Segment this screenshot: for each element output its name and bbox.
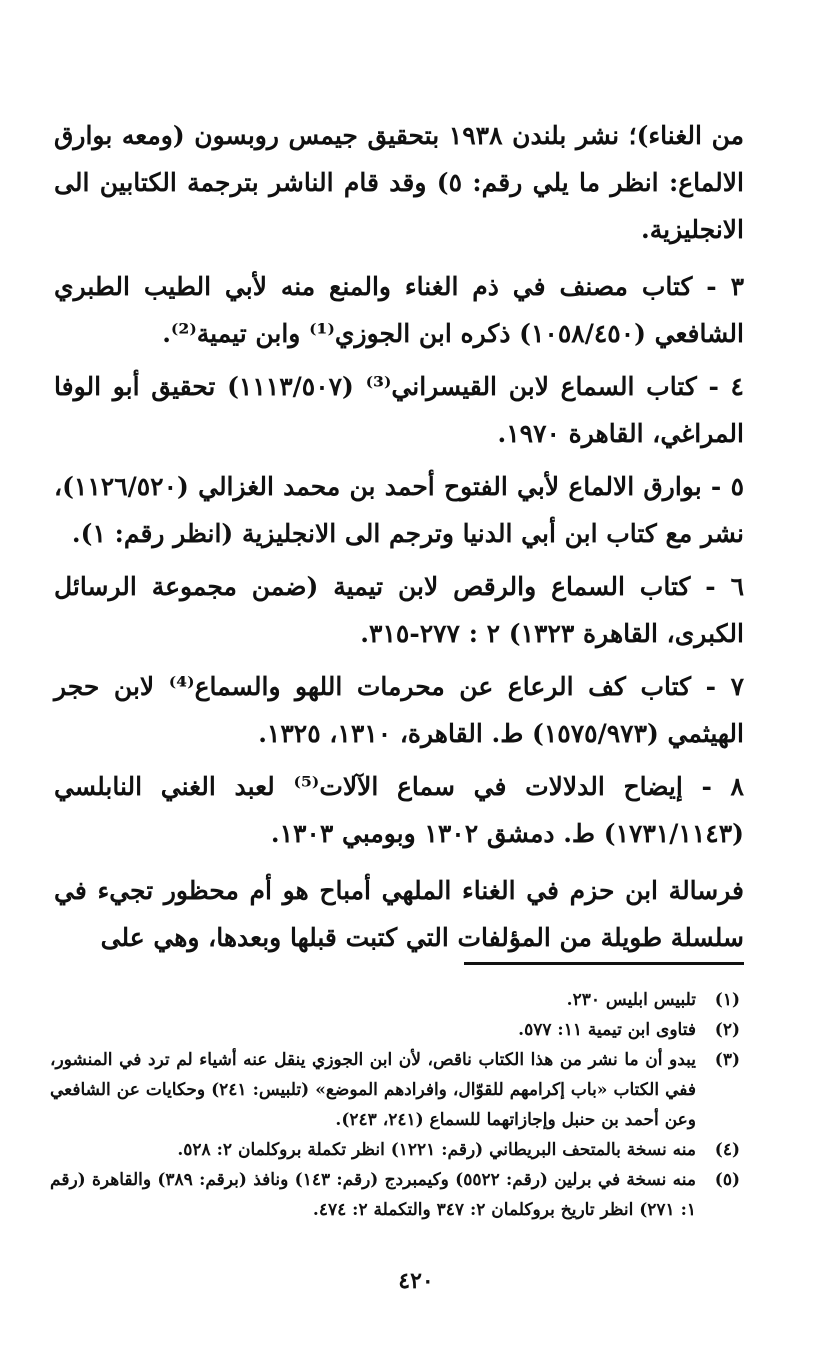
footnote-divider	[464, 962, 744, 965]
footnote-number: (٣)	[714, 1050, 740, 1070]
footnote-text: منه نسخة في برلين (رقم: ٥٥٢٢) وكيمبردج (رقم: ١٤٣) ونافذ (برقم: ٣٨٩) والقاهرة (رقم ١: ٢٧١) انظر تاريخ بروكلمان ٢: ٣٤٧ والتكملة ٢: ٤٧٤.	[50, 1170, 696, 1220]
footnote	[50, 1135, 740, 1165]
footnote-number: (٢)	[714, 1020, 740, 1040]
list-item-4: ٤ - كتاب السماع لابن القيسراني⁽³⁾ (١١١٣/٥٠٧) تحقيق أبو الوفا المراغي، القاهرة ١٩٧٠.	[54, 372, 744, 448]
footnote-text: منه نسخة بالمتحف البريطاني (رقم: ١٢٢١) انظر تكملة بروكلمان ٢: ٥٢٨.	[177, 1140, 696, 1160]
footnote-text: فتاوى ابن تيمية ١١: ٥٧٧.	[518, 1020, 696, 1040]
footnotes	[50, 985, 740, 1225]
list-item-6: ٦ - كتاب السماع والرقص لابن تيمية (ضمن مجموعة الرسائل الكبرى، القاهرة ١٣٢٣) ٢ : ٢٧٧-٣١٥.	[54, 572, 744, 648]
main-text	[54, 112, 744, 967]
footnote	[50, 1045, 740, 1135]
footnote	[50, 985, 740, 1015]
list-item-5: ٥ - بوارق الالماع لأبي الفتوح أحمد بن محمد الغزالي (١١٢٦/٥٢٠)، نشر مع كتاب ابن أبي الدنيا وترجم الى الانجليزية (انظر رقم: ١).	[54, 472, 744, 548]
footnote	[50, 1165, 740, 1225]
footnote-text: تلبيس ابليس ٢٣٠.	[566, 990, 696, 1010]
list-item-3: ٣ - كتاب مصنف في ذم الغناء والمنع منه لأبي الطيب الطبري الشافعي (١٠٥٨/٤٥٠) ذكره ابن الجوزي⁽¹⁾ وابن تيمية⁽²⁾.	[54, 272, 744, 348]
footnote-number: (٥)	[714, 1170, 740, 1190]
footnote-text: يبدو أن ما نشر من هذا الكتاب ناقص، لأن ابن الجوزي ينقل عنه أشياء لم ترد في المنشور، ففي الكتاب «باب إكرامهم للقوّال، وافرادهم الموضع» (تلبيس: ٢٤١) وحكايات عن الشافعي وعن أحمد بن حنبل وإجازاتهما للسماع (٢٤١، ٢٤٣).	[50, 1050, 696, 1130]
footnote-number: (١)	[714, 990, 740, 1010]
closing-paragraph: فرسالة ابن حزم في الغناء الملهي أمباح هو أم محظور تجيء في سلسلة طويلة من المؤلفات التي كتبت قبلها وبعدها، وهي على	[54, 876, 744, 952]
footnote	[50, 1015, 740, 1045]
footnote-number: (٤)	[714, 1140, 740, 1160]
list-item-8: ٨ - إيضاح الدلالات في سماع الآلات⁽⁵⁾ لعبد الغني النابلسي (١٧٣١/١١٤٣) ط. دمشق ١٣٠٢ وبومبي ١٣٠٣.	[54, 772, 744, 848]
list-item-7: ٧ - كتاب كف الرعاع عن محرمات اللهو والسماع⁽⁴⁾ لابن حجر الهيثمي (١٥٧٥/٩٧٣) ط. القاهرة، ١٣١٠، ١٣٢٥.	[54, 672, 744, 748]
page-number: ٤٢٠	[398, 1268, 434, 1294]
paragraph-continuation: من الغناء)؛ نشر بلندن ١٩٣٨ بتحقيق جيمس روبسون (ومعه بوارق الالماع: انظر ما يلي رقم: ٥) وقد قام الناشر بترجمة الكتابين الى الانجليزية.	[54, 121, 744, 244]
